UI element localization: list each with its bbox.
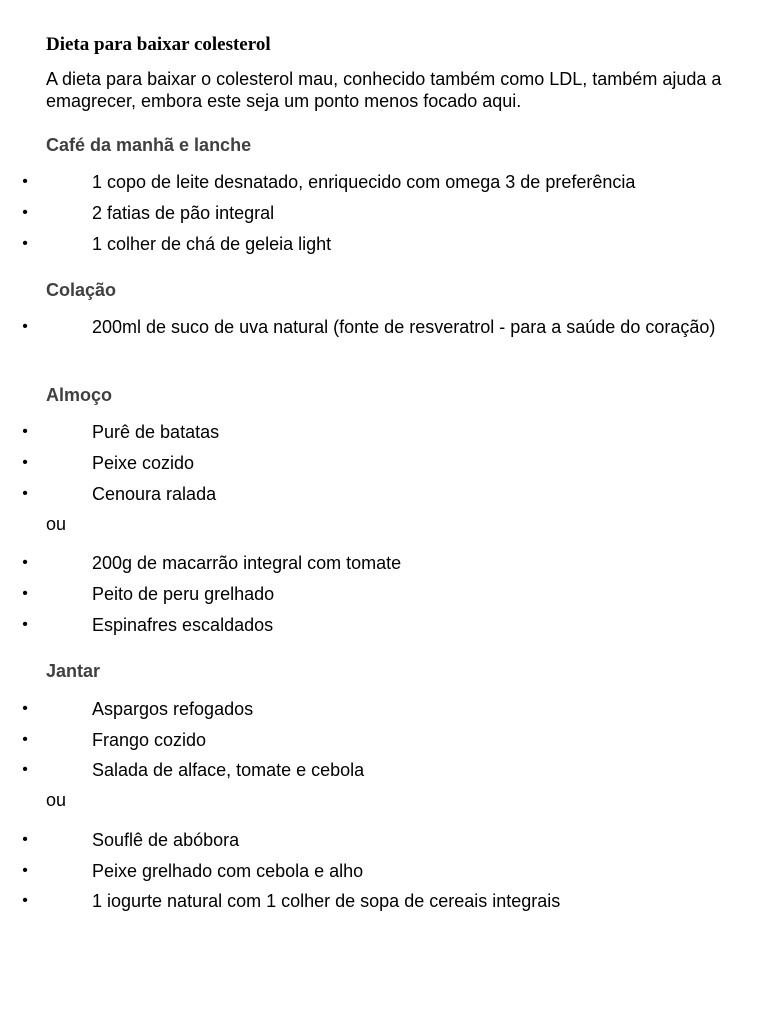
list-item-text: Espinafres escaldados xyxy=(92,615,274,635)
list-item-text: 1 colher de chá de geleia light xyxy=(92,234,332,254)
bullet-icon: • xyxy=(22,892,28,909)
document-title: Dieta para baixar colesterol xyxy=(46,34,271,55)
section-heading-colacao: Colação xyxy=(46,280,117,300)
list-item-text: 1 iogurte natural com 1 colher de sopa de cereais integrais xyxy=(92,891,561,911)
list-item-text: Purê de batatas xyxy=(92,422,220,442)
bullet-icon: • xyxy=(22,731,28,748)
section-heading-cafe: Café da manhã e lanche xyxy=(46,135,252,155)
bullet-icon: • xyxy=(22,585,28,602)
bullet-icon: • xyxy=(22,173,28,190)
bullet-icon: • xyxy=(22,204,28,221)
list-item-text: 200ml de suco de uva natural (fonte de resveratrol - para a saúde do coração) xyxy=(92,317,716,337)
list-item-text: Cenoura ralada xyxy=(92,484,217,504)
list-item-text: 2 fatias de pão integral xyxy=(92,203,275,223)
list-item-text: Peixe grelhado com cebola e alho xyxy=(92,861,364,881)
bullet-icon: • xyxy=(22,235,28,252)
list-item xyxy=(0,315,768,339)
list-item-text: Peito de peru grelhado xyxy=(92,584,275,604)
bullet-icon: • xyxy=(22,700,28,717)
bullet-icon: • xyxy=(22,616,28,633)
section-heading-almoco: Almoço xyxy=(46,385,113,405)
section-heading-jantar: Jantar xyxy=(46,661,101,681)
list-item-text: Souflê de abóbora xyxy=(92,830,240,850)
list-item-text: Salada de alface, tomate e cebola xyxy=(92,760,365,780)
list-item-text: Frango cozido xyxy=(92,730,207,750)
bullet-icon: • xyxy=(22,454,28,471)
list-item-text: 1 copo de leite desnatado, enriquecido com omega 3 de preferência xyxy=(92,172,636,192)
bullet-icon: • xyxy=(22,318,28,335)
intro-paragraph: A dieta para baixar o colesterol mau, conhecido também como LDL, também ajuda a emagrecer, embora este seja um ponto menos focado aqui. xyxy=(46,69,722,111)
bullet-icon: • xyxy=(22,554,28,571)
bullet-icon: • xyxy=(22,831,28,848)
bullet-icon: • xyxy=(22,485,28,502)
list-item-text: 200g de macarrão integral com tomate xyxy=(92,553,402,573)
bullet-icon: • xyxy=(22,761,28,778)
list-item-text: Peixe cozido xyxy=(92,453,195,473)
alternative-separator: ou xyxy=(46,790,67,810)
bullet-icon: • xyxy=(22,862,28,879)
alternative-separator: ou xyxy=(46,514,67,534)
list-item-text: Aspargos refogados xyxy=(92,699,254,719)
bullet-icon: • xyxy=(22,423,28,440)
